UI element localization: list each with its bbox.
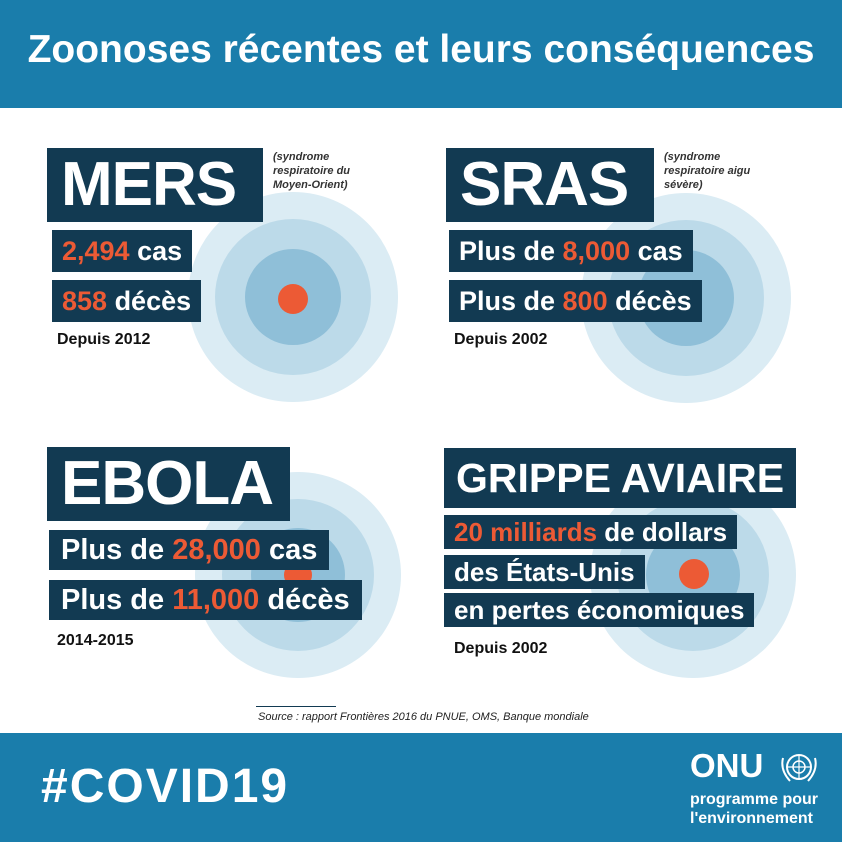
logo-line1: programme pour [690, 791, 819, 808]
logo-name: ONU [690, 747, 764, 784]
sras-deaths: Plus de 800 décès [449, 280, 702, 322]
sras-name: SRAS [446, 148, 654, 222]
mers-cases: 2,494 cas [52, 230, 192, 272]
footer-banner [0, 733, 842, 842]
source-note: Source : rapport Frontières 2016 du PNUE, OMS, Banque mondiale [258, 711, 589, 723]
hashtag: #COVID19 [41, 760, 290, 813]
sras-since: Depuis 2002 [454, 331, 548, 348]
grippe-line2: des États-Unis [444, 555, 645, 589]
ebola-cases: Plus de 28,000 cas [49, 530, 329, 570]
ebola-name: EBOLA [47, 447, 290, 521]
grippe-line1: 20 milliards de dollars [444, 515, 737, 549]
sras-note: (syndrome respiratoire aigu sévère) [664, 151, 751, 191]
un-emblem-icon [778, 748, 820, 788]
grippe-since: Depuis 2002 [454, 640, 548, 657]
mers-deaths: 858 décès [52, 280, 201, 322]
header-banner [0, 0, 842, 108]
sras-cases: Plus de 8,000 cas [449, 230, 693, 272]
mers-since: Depuis 2012 [57, 331, 151, 348]
mers-note: (syndrome respiratoire du Moyen-Orient) [273, 151, 351, 191]
grippe-dot [678, 558, 710, 590]
mers-dot [278, 284, 308, 314]
ebola-since: 2014-2015 [57, 632, 134, 649]
grippe-name: GRIPPE AVIAIRE [444, 448, 796, 508]
ebola-deaths: Plus de 11,000 décès [49, 580, 362, 620]
source-divider [256, 706, 336, 707]
grippe-line3: en pertes économiques [444, 593, 754, 627]
mers-target-circles [188, 192, 398, 402]
page-title: Zoonoses récentes et leurs conséquences [27, 28, 815, 71]
mers-name: MERS [47, 148, 263, 222]
logo-line2: l'environnement [690, 810, 813, 827]
